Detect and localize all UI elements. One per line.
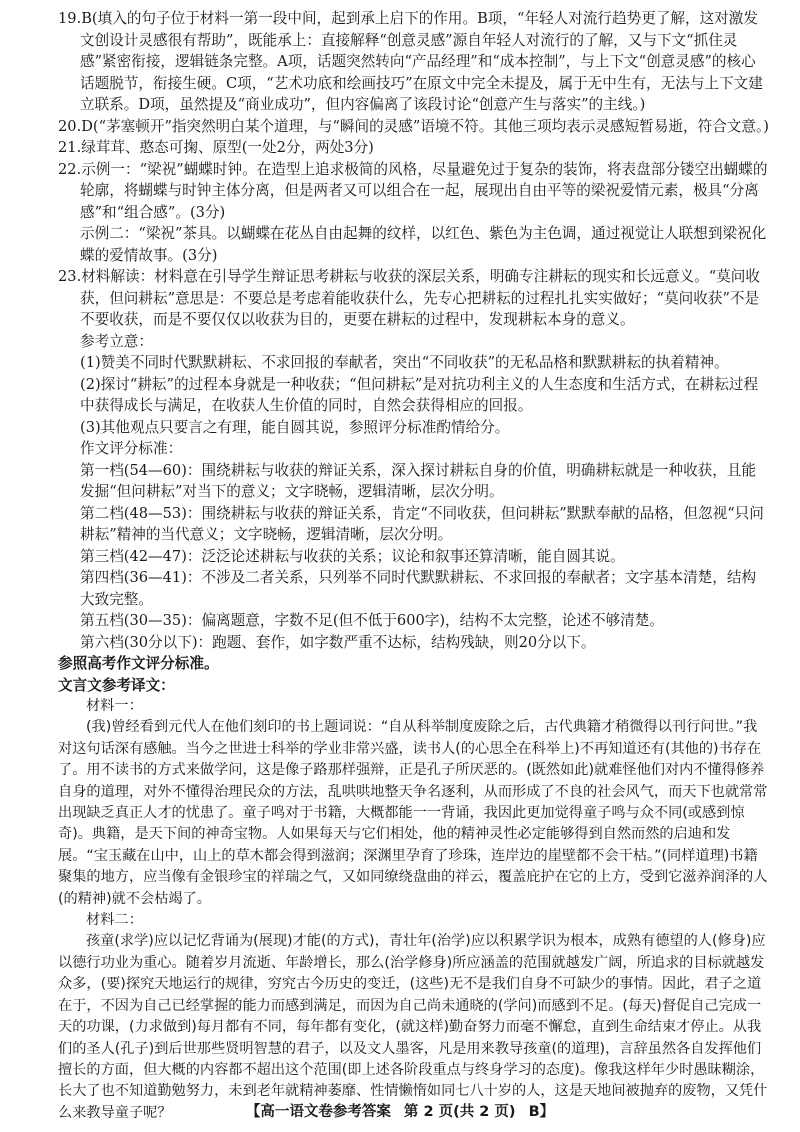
grade-level-3: 第三档(42—47)：泛泛论述耕耘与收获的关系；议论和叙事还算清晰，能自圆其说。 bbox=[80, 547, 625, 565]
grade-level-1: 第一档(54—60)：围绕耕耘与收获的辩证关系，深入探讨耕耘自身的价值，明确耕耘就是一种收获，且能发掘“但问耕耘”对当下的意义；文字晓畅，逻辑清晰，层次分明。 bbox=[80, 461, 757, 500]
answer-page bbox=[58, 8, 770, 1124]
reference-intent-title: 参考立意： bbox=[80, 332, 153, 350]
grade-level-6: 第六档(30分以下)：跑题、套作，如字数严重不达标，结构残缺，则20分以下。 bbox=[80, 633, 596, 651]
material-1-title: 材料一： bbox=[86, 698, 143, 714]
answer-21: 21.绿茸茸、憨态可掬、原型(一处2分，两处3分) bbox=[58, 139, 374, 156]
grade-level-4: 第四档(36—41)：不涉及二者关系，只列举不同时代默默耕耘、不求回报的奉献者；文字基本清楚，结构大致完整。 bbox=[80, 569, 757, 608]
answer-22-example-1: 22.示例一：“梁祝”蝴蝶时钟。在造型上追求极简的风格，尽量避免过于复杂的装饰，将表盘部分镂空出蝴蝶的轮廓，将蝴蝶与时钟主体分离，但是两者又可以组合在一起，展现出自由平等的梁祝爱情元素，极具“分离感”和“组合感”。(3分) bbox=[58, 160, 768, 221]
footer-page-number: 第 2 页(共 2 页) bbox=[403, 1104, 516, 1120]
material-2-text: 孩童(求学)应以记忆背诵为(展现)才能(的方式)，青壮年(治学)应以积累学识为根本，成熟有德望的人(修身)应以德行功业为重心。随着岁月流逝、年龄增长，那么(治学修身)所应涵盖的范围就越发广阔，所追求的目标就越发众多，(要)探究天地运行的规律，穷究古今历史的变迁，(这些)无不是我们自身不可缺少的事情。因此，君子之道在于，不因为自己已经掌握的能力而感到满足，而因为自己尚未通晓的(学问)而感到不足。(每天)督促自己完成一天的功课，(力求做到)每月都有不同，每年都有变化，(就这样)勤奋努力而毫不懈怠，直到生命结束才停止。从我们的圣人(孔子)到后世那些贤明智慧的君子，以及文人墨客，凡是用来教导孩童(的道理)，言辞虽然各自发挥他们擅长的方面，但大概的内容都不超出这个范围(即上述各阶段重点与终身学习的态度)。像我这样年少时愚昧糊涂，长大了也不知道勤勉努力，未到老年就精神萎靡、性情懒惰如同七八十岁的人，这是天地间被抛弃的废物，又凭什么来教导童子呢？ bbox=[58, 933, 768, 1121]
answer-23-interpretation: 23.材料解读：材料意在引导学生辩证思考耕耘与收获的深层关系，明确专注耕耘的现实和长远意义。“莫问收获，但问耕耘”意思是：不要总是考虑着能收获什么，先专心把耕耘的过程扎扎实实做好；“莫问收获”不是不要收获，而是不要仅仅以收获为目的，更要在耕耘的过程中，发现耕耘本身的意义。 bbox=[58, 268, 760, 328]
translation-heading: 文言文参考译文： bbox=[58, 676, 175, 694]
material-1-text: (我)曾经看到元代人在他们刻印的书上题词说：“自从科举制度废除之后，古代典籍才稍微得以刊行问世。”我对这句话深有感触。当今之世进士科举的学业非常兴盛，读书人(的心思全在科举上)不再知道还有(其他的)书存在了。用不读书的方式来做学问，这是像子路那样强辩，正是孔子所厌恶的。(既然如此)就难怪他们对内不懂得修养自身的道理，对外不懂得治理民众的方法，乱哄哄地整天争名逐利，从而形成了不良的社会风气，而天下也就常常出现缺乏真正人才的忧患了。童子鸣对于书籍，大概都能一一背诵，我因此更加觉得童子鸣与众不同(或感到惊奇)。典籍，是天下间的神奇宝物。人如果每天与它们相处，他的精神灵性必定能够得到自然而然的启迪和发展。“宝玉藏在山中，山上的草木都会得到滋润；深渊里孕育了珍珠，连岸边的崖壁都不会干枯。”(同样道理)书籍聚集的地方，应当像有金银珍宝的祥瑞之气，又如同缭绕盘曲的祥云，覆盖庇护在它的上方，受到它滋养润泽的人(的精神)就不会枯竭了。 bbox=[58, 719, 768, 907]
answer-19: 19.B(填入的句子位于材料一第一段中间，起到承上启下的作用。B项，“年轻人对流行趋势更了解，这对激发文创设计灵感很有帮助”，既能承上：直接解释“创意灵感”源自年轻人对流行的了解，又与下文“抓住灵感”紧密衔接，逻辑链条完整。A项，话题突然转向“产品经理”和“成本控制”，与上下文“创意灵感”的核心话题脱节，衔接生硬。C项，“艺术功底和绘画技巧”在原文中完全未提及，属于无中生有，无法与上下文建立联系。D项，虽然提及“商业成功”，但内容偏离了该段讨论“创意产生与落实”的主线。) bbox=[58, 10, 763, 113]
reference-intent-1: (1)赞美不同时代默默耕耘、不求回报的奉献者，突出“不同收获”的无私品格和默默耕耘的执着精神。 bbox=[80, 354, 729, 371]
reference-intent-2: (2)探讨“耕耘”的过程本身就是一种收获；“但问耕耘”是对抗功利主义的人生态度和生活方式，在耕耘过程中获得成长与满足，在收获人生价值的同时，自然会获得相应的回报。 bbox=[80, 375, 759, 414]
answer-20: 20.D(“茅塞顿开”指突然明白某个道理，与“瞬间的灵感”语境不符。其他三项均表示灵感短暂易逝，符合文意。) bbox=[58, 117, 769, 135]
reference-intent-3: (3)其他观点只要言之有理，能自圆其说，参照评分标准酌情给分。 bbox=[80, 418, 510, 436]
grading-standard-title: 作文评分标准： bbox=[80, 440, 183, 457]
page-footer bbox=[0, 1100, 800, 1121]
footer-version: B】 bbox=[528, 1104, 555, 1120]
grade-level-5: 第五档(30—35)：偏离题意，字数不足(但不低于600字)，结构不太完整，论述不够清楚。 bbox=[80, 612, 664, 629]
footer-title: 【高一语文卷参考答案 bbox=[245, 1104, 391, 1120]
grade-level-2: 第二档(48—53)：围绕耕耘与收获的辩证关系，肯定“不同收获，但问耕耘”默默奉献的品格，但忽视“只问耕耘”精神的当代意义；文字晓畅，逻辑清晰，层次分明。 bbox=[80, 504, 764, 543]
material-2-title: 材料二： bbox=[86, 912, 143, 929]
classical-translation bbox=[58, 696, 770, 1124]
gaokao-standard-heading: 参照高考作文评分标准。 bbox=[58, 655, 219, 672]
answer-22-example-2: 示例二：“梁祝”茶具。以蝴蝶在花丛自由起舞的纹样，以红色、紫色为主色调，通过视觉让人联想到梁祝化蝶的爱情故事。(3分) bbox=[80, 225, 767, 264]
